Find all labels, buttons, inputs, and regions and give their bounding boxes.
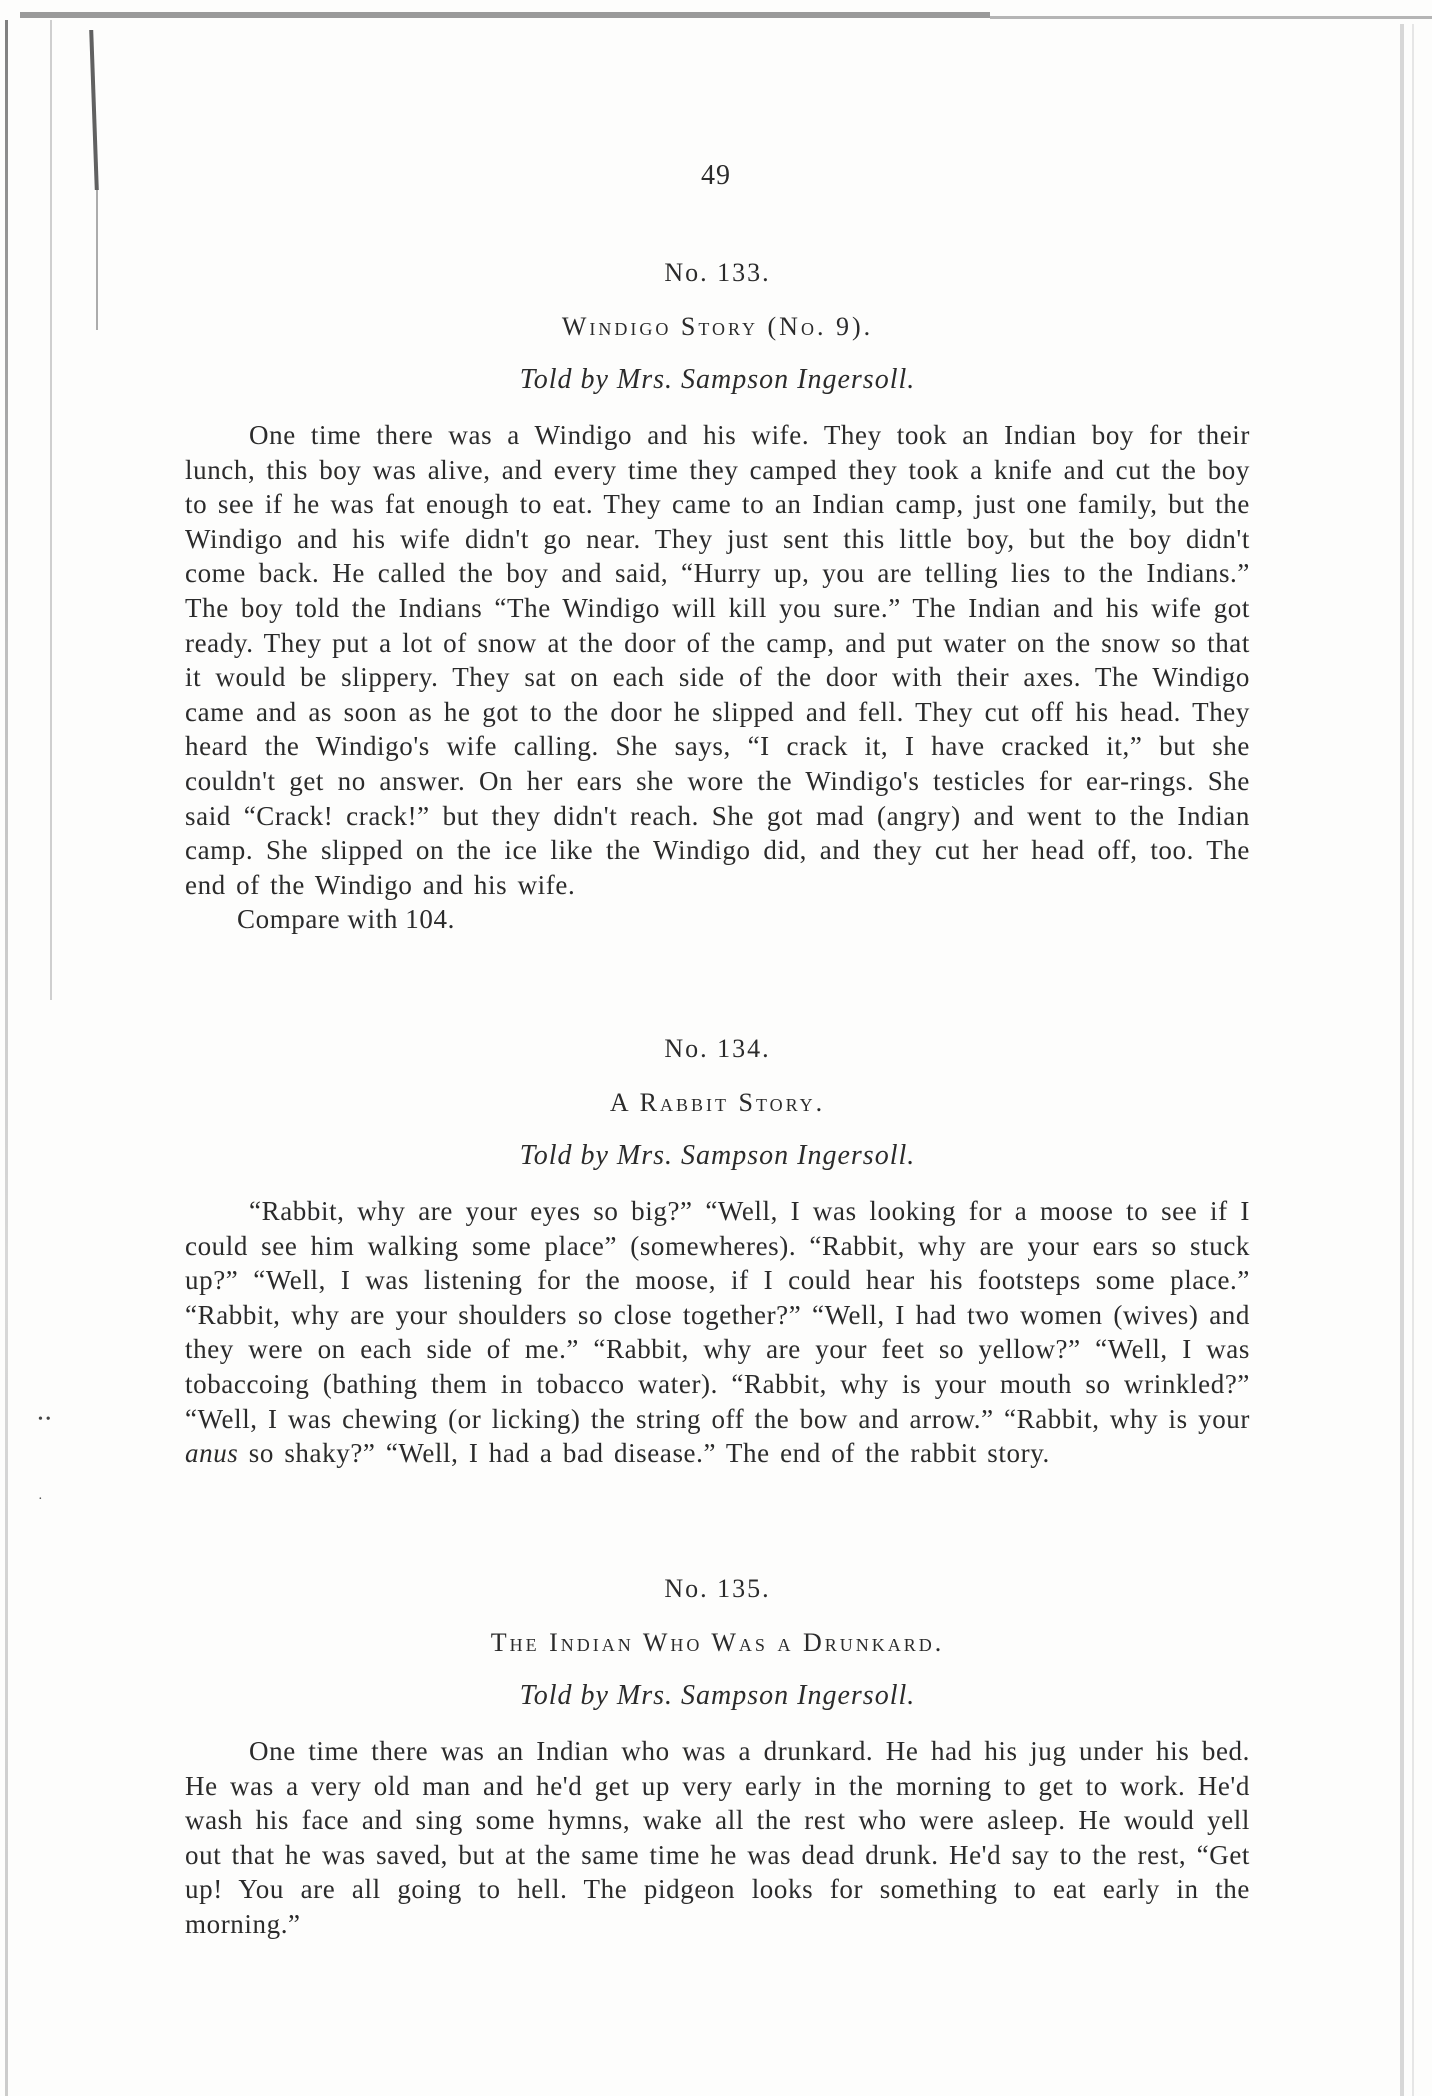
story-teller: Told by Mrs. Sampson Ingersoll. <box>519 364 916 395</box>
story-135 <box>185 1574 1250 1942</box>
story-note: Compare with 104. <box>237 904 455 935</box>
story-number: No. 134. <box>664 1034 771 1063</box>
story-title: A Rabbit Story. <box>609 1088 826 1117</box>
story-body <box>185 1194 1250 1471</box>
story-body: One time there was a Windigo and his wife. They took an Indian boy for their lunch, this boy was alive, and every time they camped they took a knife and cut the boy to see if he was fat enough to eat. They came to an Indian camp, just one family, but the Windigo and his wife didn't go near. They just sent this little boy, but the boy didn't come back. He called the boy and said, “Hurry up, you are telling lies to the Indians.” The boy told the Indians “The Windigo will kill you sure.” The Indian and his wife got ready. They put a lot of snow at the door of the camp, and put water on the snow so that it would be slippery. They sat on each side of the door with their axes. The Windigo came and as soon as he got to the door he slipped and fell. They cut off his head. They heard the Windigo's wife calling. She says, “I crack it, I have cracked it,” but she couldn't get no answer. On her ears she wore the Windigo's testicles for ear-rings. She said “Crack! crack!” but they didn't reach. She got mad (angry) and went to the Indian camp. She slipped on the ice like the Windigo did, and they cut her head off, too. The end of the Windigo and his wife. <box>185 420 1250 900</box>
story-number: No. 133. <box>664 258 771 287</box>
story-number: No. 135. <box>664 1574 771 1603</box>
page-right-edge <box>1412 24 1414 2096</box>
scan-top-edge-right <box>990 16 1432 19</box>
page-right-edge <box>1400 24 1404 2096</box>
story-teller: Told by Mrs. Sampson Ingersoll. <box>519 1140 916 1171</box>
story-134 <box>185 1034 1250 1471</box>
scan-top-edge <box>20 12 990 18</box>
page-number: 49 <box>701 160 731 191</box>
story-133 <box>185 258 1250 936</box>
binding-edge-line <box>5 20 8 2096</box>
binding-shadow-mark <box>96 190 98 330</box>
story-teller: Told by Mrs. Sampson Ingersoll. <box>519 1680 916 1711</box>
story-body-italic: anus <box>185 1438 239 1469</box>
story-title: The Indian Who Was a Drunkard. <box>490 1628 945 1657</box>
story-body-text: “Rabbit, why are your eyes so big?” “Well, I was looking for a moose to see if I could see him walking some place” (somewheres). “Rabbit, why are your ears so stuck up?” “Well, I was listening for the moose, if I could hear his footsteps some place.” “Rabbit, why are your shoulders so close together?” “Well, I had two women (wives) and they were on each side of me.” “Rabbit, why are your feet so yellow?” “Well, I was tobaccoing (bathing them in tobacco water). “Rabbit, why is your mouth so wrinkled?” “Well, I was chewing (or licking) the string off the bow and arrow.” “Rabbit, why is your <box>185 1196 1250 1434</box>
story-title: Windigo Story (No. 9). <box>561 312 874 341</box>
margin-specks: • • · <box>38 1412 51 1507</box>
story-body: One time there was an Indian who was a drunkard. He had his jug under his bed. He was a very old man and he'd get up very early in the morning to get to work. He'd wash his face and sing some hymns, wake all the rest who were asleep. He would yell out that he was saved, but at the same time he was dead drunk. He'd say to the rest, “Get up! You are all going to hell. The pidgeon looks for something to eat early in the morning.” <box>185 1736 1250 1939</box>
story-body-text-end: so shaky?” “Well, I had a bad disease.” The end of the rabbit story. <box>238 1438 1050 1469</box>
